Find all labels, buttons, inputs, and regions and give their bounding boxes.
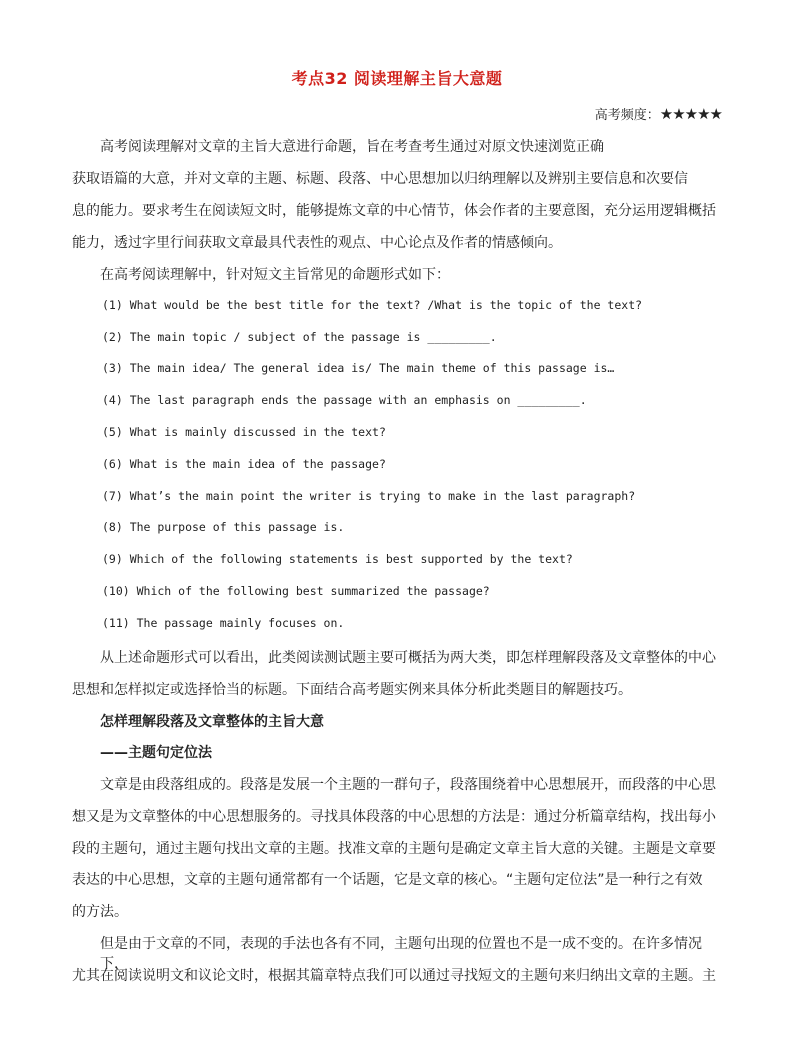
body-line: 但是由于文章的不同，表现的手法也各有不同，主题句出现的位置也不是一成不变的。在许多情况下， bbox=[100, 936, 702, 972]
body-line: 的方法。 bbox=[72, 904, 128, 920]
frequency-rating bbox=[595, 104, 722, 123]
body-line: 表达的中心思想，文章的主题句通常都有一个话题，它是文章的核心。“主题句定位法”是一种行之有效 bbox=[72, 872, 703, 888]
question-form-item: (8) The purpose of this passage is. bbox=[102, 520, 345, 534]
star-rating-icon: ★★★★★ bbox=[659, 105, 722, 123]
body-line: 尤其在阅读说明文和议论文时，根据其篇章特点我们可以通过寻找短文的主题句来归纳出文章的主题。主 bbox=[72, 968, 716, 984]
question-form-item: (6) What is the main idea of the passage? bbox=[102, 457, 386, 471]
question-form-item: (11) The passage mainly focuses on. bbox=[102, 616, 345, 630]
intro-line: 在高考阅读理解中，针对短文主旨常见的命题形式如下： bbox=[100, 267, 450, 283]
section-heading: 怎样理解段落及文章整体的主旨大意 bbox=[100, 714, 324, 730]
question-form-item: (4) The last paragraph ends the passage with an emphasis on _________. bbox=[102, 393, 587, 407]
question-form-item: (9) Which of the following statements is best supported by the text? bbox=[102, 552, 573, 566]
body-line: 段的主题句，通过主题句找出文章的主题。找准文章的主题句是确定文章主旨大意的关键。主题是文章要 bbox=[72, 841, 716, 857]
intro-line: 高考阅读理解对文章的主旨大意进行命题，旨在考查考生通过对原文快速浏览正确 bbox=[100, 139, 604, 155]
body-line: 想又是为文章整体的中心思想服务的。寻找具体段落的中心思想的方法是：通过分析篇章结构，找出每小 bbox=[72, 809, 716, 825]
question-form-item: (10) Which of the following best summarized the passage? bbox=[102, 584, 490, 598]
intro-line: 能力，透过字里行间获取文章最具代表性的观点、中心论点及作者的情感倾向。 bbox=[72, 235, 562, 251]
frequency-label: 高考频度： bbox=[594, 108, 660, 123]
method-heading: ——主题句定位法 bbox=[100, 745, 212, 761]
question-form-item: (3) The main idea/ The general idea is/ The main theme of this passage is… bbox=[102, 361, 615, 375]
summary-line: 从上述命题形式可以看出，此类阅读测试题主要可概括为两大类，即怎样理解段落及文章整体的中心 bbox=[100, 650, 716, 666]
question-form-item: (7) What’s the main point the writer is trying to make in the last paragraph? bbox=[102, 489, 636, 503]
question-form-item: (5) What is mainly discussed in the text? bbox=[102, 425, 386, 439]
page-title: 考点32 阅读理解主旨大意题 bbox=[291, 69, 503, 88]
summary-line: 思想和怎样拟定或选择恰当的标题。下面结合高考题实例来具体分析此类题目的解题技巧。 bbox=[72, 682, 632, 698]
body-line: 文章是由段落组成的。段落是发展一个主题的一群句子，段落围绕着中心思想展开，而段落的中心思 bbox=[100, 777, 716, 793]
question-form-item: (1) What would be the best title for the text? /What is the topic of the text? bbox=[102, 298, 643, 312]
intro-line: 获取语篇的大意，并对文章的主题、标题、段落、中心思想加以归纳理解以及辨别主要信息和次要信 bbox=[72, 171, 688, 187]
question-form-item: (2) The main topic / subject of the passage is _________. bbox=[102, 330, 497, 344]
intro-line: 息的能力。要求考生在阅读短文时，能够提炼文章的中心情节，体会作者的主要意图，充分运用逻辑概括 bbox=[72, 203, 716, 219]
